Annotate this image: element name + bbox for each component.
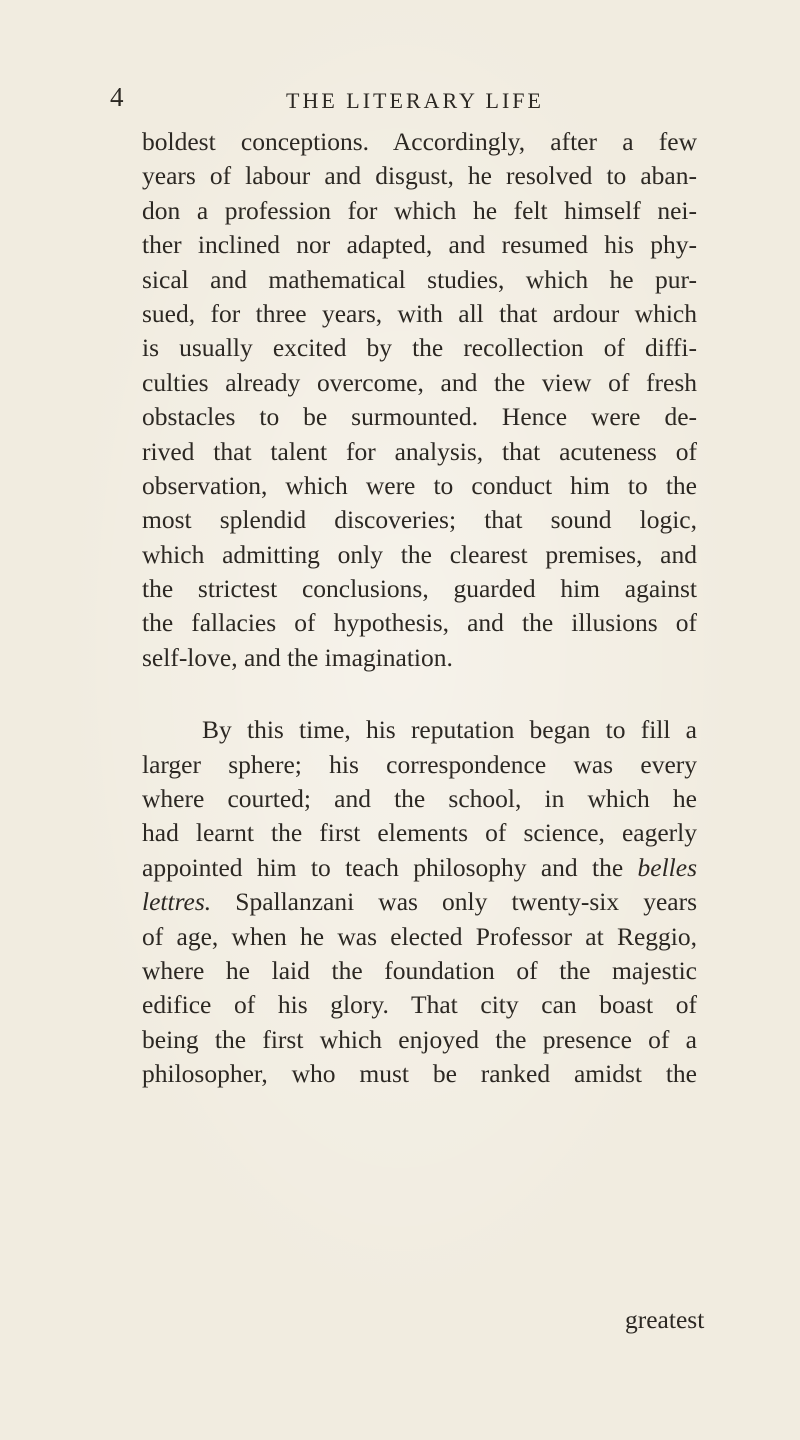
text-segment: appointed him to teach philosophy and the bbox=[142, 852, 638, 882]
text-line: sued, for three years, with all that ardour which bbox=[142, 298, 697, 328]
text-line: of age, when he was elected Professor at Reggio, bbox=[142, 921, 697, 951]
running-head: THE LITERARY LIFE bbox=[286, 88, 544, 113]
paragraph-1 bbox=[142, 125, 697, 675]
text-line: where he laid the foundation of the majestic bbox=[142, 955, 697, 985]
text-segment: Spallanzani was only twenty-six years bbox=[211, 887, 697, 917]
text-line: ther inclined nor adapted, and resumed his phy- bbox=[142, 230, 697, 260]
text-line: culties already overcome, and the view of fresh bbox=[142, 367, 697, 397]
text-line: rived that talent for analysis, that acuteness of bbox=[142, 436, 697, 466]
page-header bbox=[110, 82, 710, 118]
catchword: greatest bbox=[625, 1305, 705, 1334]
text-line: larger sphere; his correspondence was every bbox=[142, 749, 697, 779]
italic-term: belles bbox=[637, 852, 697, 882]
body-text bbox=[142, 125, 697, 1092]
paragraph-gap bbox=[142, 675, 697, 713]
text-line: boldest conceptions. Accordingly, after a few bbox=[142, 127, 697, 156]
text-line: the strictest conclusions, guarded him against bbox=[142, 574, 697, 604]
text-line: the fallacies of hypothesis, and the illusions of bbox=[142, 608, 697, 638]
text-line: years of labour and disgust, he resolved to aban- bbox=[142, 161, 697, 191]
text-line: most splendid discoveries; that sound logic, bbox=[142, 505, 697, 535]
text-line bbox=[142, 885, 697, 919]
text-line: philosopher, who must be ranked amidst the bbox=[142, 1059, 697, 1089]
text-line: don a profession for which he felt himself nei- bbox=[142, 195, 697, 225]
text-line: self-love, and the imagination. bbox=[142, 642, 453, 672]
text-line: had learnt the first elements of science, eagerly bbox=[142, 818, 697, 848]
paragraph-2 bbox=[142, 713, 697, 1091]
text-line: where courted; and the school, in which he bbox=[142, 784, 697, 814]
italic-term: lettres. bbox=[142, 887, 212, 917]
text-line: which admitting only the clearest premises, and bbox=[142, 539, 697, 569]
text-line bbox=[142, 851, 697, 885]
text-line: observation, which were to conduct him to the bbox=[142, 470, 697, 500]
text-line: obstacles to be surmounted. Hence were de- bbox=[142, 402, 697, 432]
text-line: edifice of his glory. That city can boast of bbox=[142, 990, 697, 1020]
text-line: is usually excited by the recollection of diffi- bbox=[142, 333, 697, 363]
text-line: being the first which enjoyed the presence of a bbox=[142, 1024, 697, 1054]
page-number: 4 bbox=[110, 82, 124, 112]
text-line: By this time, his reputation began to fill a bbox=[202, 715, 697, 745]
text-line: sical and mathematical studies, which he pur- bbox=[142, 264, 697, 294]
